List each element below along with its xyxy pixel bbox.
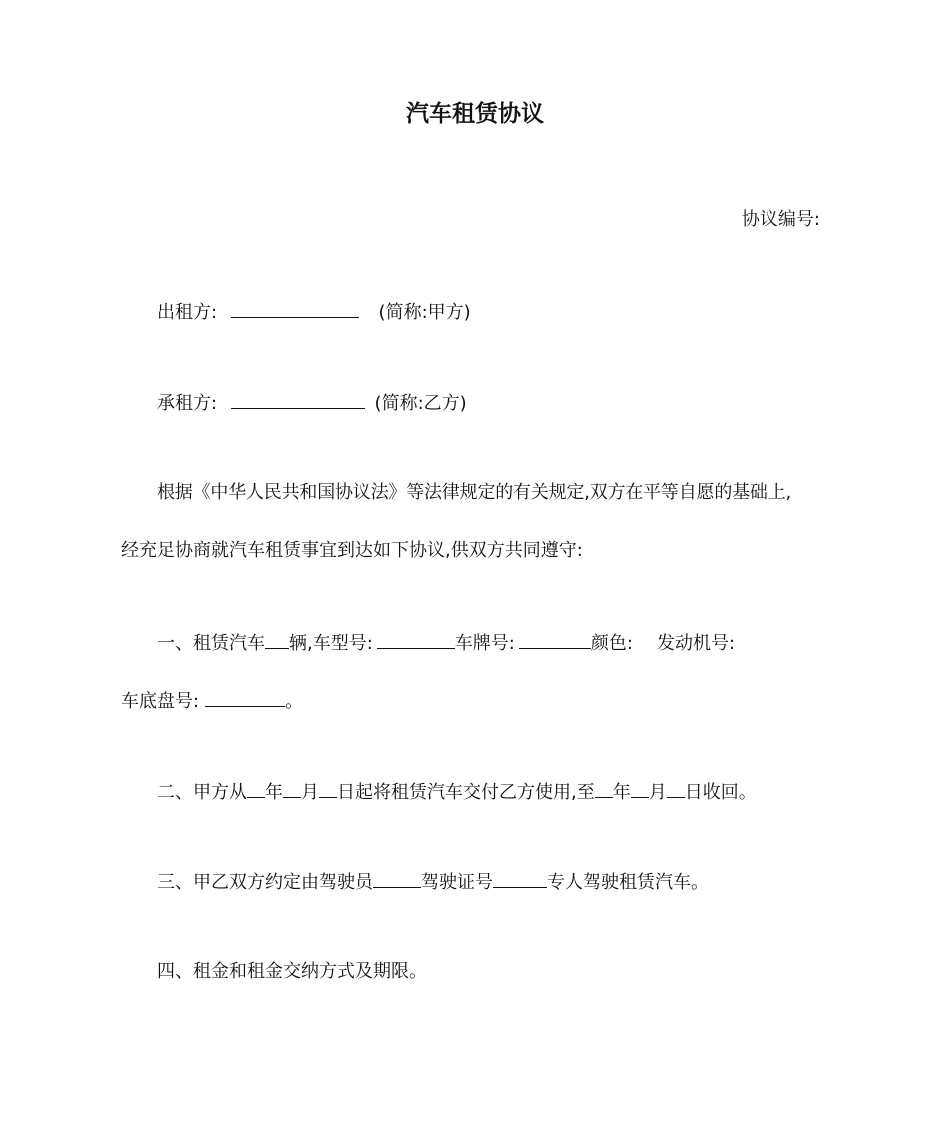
lessee-line [157,390,467,416]
clause-1-text-e: 发动机号: [656,633,736,654]
clause-1-text-d: 颜色: [590,633,633,654]
lessor-label: 出租方: [157,302,218,323]
driver-blank [373,869,421,888]
clause-1-text-g: 。 [285,691,304,712]
start-year-blank [247,779,265,798]
clause-3-text-a: 三、甲乙双方约定由驾驶员 [157,872,373,893]
start-month-blank [283,779,301,798]
lessee-label: 承租方: [157,393,218,414]
clause-1-text-b: 辆,车型号: [289,633,373,654]
clause-1-text-f: 车底盘号: [121,691,200,712]
clause-2-day-end: 日收回。 [684,782,757,803]
clause-1-line-1 [157,630,735,656]
lessor-line [157,299,471,325]
lessor-note: (简称:甲方) [378,302,471,323]
vehicle-count-blank [265,630,289,649]
clause-2-day-start: 日起将租赁汽车交付乙方使用,至 [337,782,595,803]
preamble-line-1: 根据《中华人民共和国协议法》等法律规定的有关规定,双方在平等自愿的基础上, [157,482,792,503]
clause-2-year-2: 年 [612,782,631,803]
clause-1-text-a: 一、租赁汽车 [157,633,265,654]
agreement-number-label: 协议编号: [741,209,820,230]
lessor-blank [231,299,359,318]
clause-2-text-a: 二、甲方从 [157,782,247,803]
clause-1-line-2 [121,688,303,714]
end-month-blank [631,779,649,798]
clause-2-line [157,779,757,805]
clause-2-month-2: 月 [648,782,667,803]
clause-1-text-c: 车牌号: [454,633,515,654]
start-day-blank [319,779,337,798]
model-blank [377,630,455,649]
license-blank [493,869,547,888]
end-day-blank [667,779,685,798]
clause-2-month-1: 月 [301,782,319,803]
plate-blank [519,630,591,649]
chassis-blank [205,688,285,707]
clause-4-line: 四、租金和租金交纳方式及期限。 [157,961,427,982]
clause-3-line [157,869,709,895]
clause-3-text-c: 专人驾驶租赁汽车。 [547,872,709,893]
lessee-blank [231,390,365,409]
document-title: 汽车租赁协议 [406,101,544,127]
clause-3-text-b: 驾驶证号 [421,872,493,893]
clause-2-year-1: 年 [265,782,283,803]
end-year-blank [595,779,613,798]
lessee-note: (简称:乙方) [374,393,467,414]
preamble-line-2: 经充足协商就汽车租赁事宜到达如下协议,供双方共同遵守: [121,540,583,561]
